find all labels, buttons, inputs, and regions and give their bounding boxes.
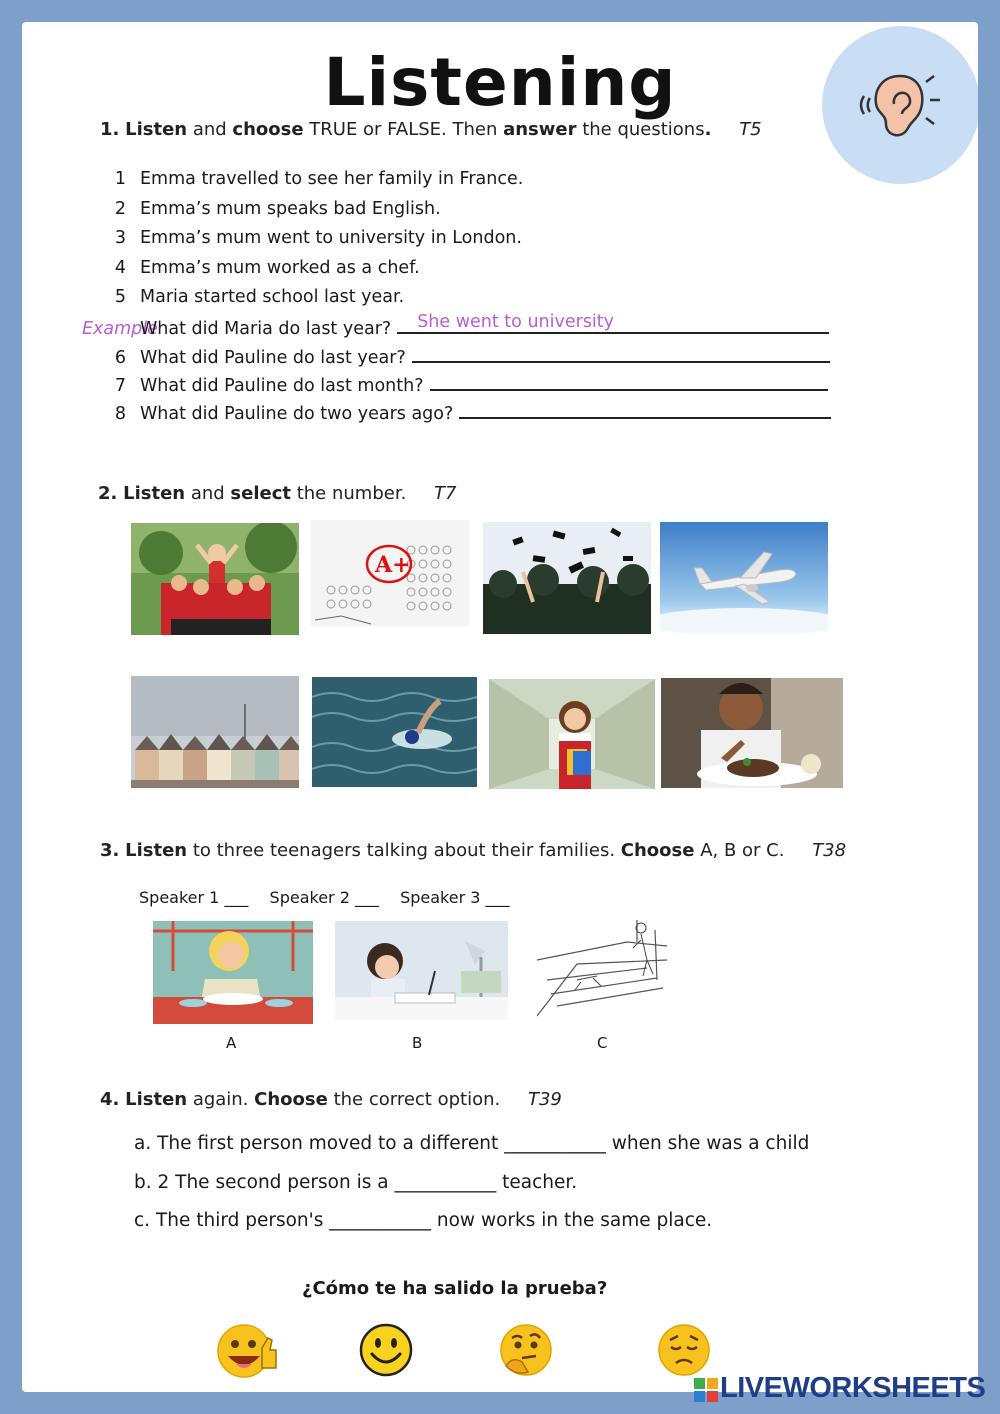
answer-field[interactable] bbox=[412, 345, 830, 363]
brand-text: LIVEWORKSHEETS bbox=[720, 1372, 986, 1404]
thumbs-up-emoji-icon[interactable] bbox=[216, 1322, 272, 1378]
statement-row: 5 Maria started school last year. bbox=[114, 287, 405, 307]
speaker-2-label: Speaker 2 ___ bbox=[269, 888, 379, 907]
statement-row: 2 Emma’s mum speaks bad English. bbox=[114, 199, 441, 219]
example-row: Example What did Maria do last year? She went to university bbox=[82, 316, 829, 339]
track-label: T38 bbox=[812, 840, 847, 861]
houses-picture bbox=[131, 676, 299, 788]
question-row: 7 What did Pauline do last month? bbox=[82, 373, 828, 396]
chef-picture bbox=[661, 678, 843, 788]
graduation-caps-picture bbox=[483, 522, 651, 634]
speaker-3-label: Speaker 3 ___ bbox=[400, 888, 510, 907]
option-a-label: A bbox=[226, 1034, 237, 1052]
example-answer: She went to university bbox=[417, 312, 615, 332]
option-a-picture bbox=[153, 921, 313, 1024]
question-row: 6 What did Pauline do last year? bbox=[82, 345, 830, 368]
sad-emoji-icon[interactable] bbox=[656, 1322, 712, 1378]
svg-text:A+: A+ bbox=[375, 552, 411, 578]
track-label: T5 bbox=[739, 119, 762, 140]
section4-heading: 4. Listen again. Choose the correct option. T39 bbox=[100, 1089, 562, 1110]
speaker-labels bbox=[139, 888, 526, 907]
section1-heading: 1. Listen and choose TRUE or FALSE. Then answer the questions. T5 bbox=[100, 119, 762, 140]
swimmer-picture bbox=[312, 677, 477, 787]
a-plus-exam-picture bbox=[311, 520, 469, 626]
celebrating-team-picture bbox=[131, 523, 299, 635]
answer-field[interactable] bbox=[459, 401, 831, 419]
option-b-label: B bbox=[412, 1034, 423, 1052]
worksheet bbox=[22, 22, 978, 1392]
feedback-question: ¿Cómo te ha salido la prueba? bbox=[302, 1278, 608, 1299]
liveworksheets-brand bbox=[694, 1372, 985, 1405]
option-c-picture bbox=[537, 920, 667, 1018]
page-title: Listening bbox=[323, 44, 677, 121]
gap-sentence-b: b. 2 The second person is a ___________ teacher. bbox=[134, 1172, 578, 1193]
example-answer-line bbox=[397, 312, 829, 334]
liveworksheets-logo-icon bbox=[694, 1377, 718, 1401]
ear-icon bbox=[850, 52, 950, 152]
option-c-label: C bbox=[597, 1034, 608, 1052]
thinking-emoji-icon[interactable] bbox=[498, 1322, 554, 1378]
question-row: 8 What did Pauline do two years ago? bbox=[82, 401, 831, 424]
ear-badge bbox=[822, 26, 978, 184]
speaker-1-label: Speaker 1 ___ bbox=[139, 888, 249, 907]
section2-heading: 2. Listen and select the number. T7 bbox=[98, 483, 457, 504]
smiley-emoji-icon[interactable] bbox=[358, 1322, 414, 1378]
statement-row: 4 Emma’s mum worked as a chef. bbox=[114, 258, 420, 278]
airplane-picture bbox=[660, 522, 828, 634]
gap-sentence-a: a. The first person moved to a different ___________ when she was a child bbox=[134, 1133, 810, 1154]
statement-row: 1 Emma travelled to see her family in France. bbox=[114, 169, 524, 189]
statement-row: 3 Emma’s mum went to university in London. bbox=[114, 228, 522, 248]
schoolgirl-picture bbox=[489, 679, 655, 789]
answer-field[interactable] bbox=[430, 373, 828, 391]
option-b-picture bbox=[335, 921, 508, 1020]
track-label: T7 bbox=[434, 483, 457, 504]
track-label: T39 bbox=[527, 1089, 562, 1110]
section3-heading: 3. Listen to three teenagers talking about their families. Choose A, B or C. T38 bbox=[100, 840, 847, 861]
gap-sentence-c: c. The third person's ___________ now works in the same place. bbox=[134, 1210, 713, 1231]
